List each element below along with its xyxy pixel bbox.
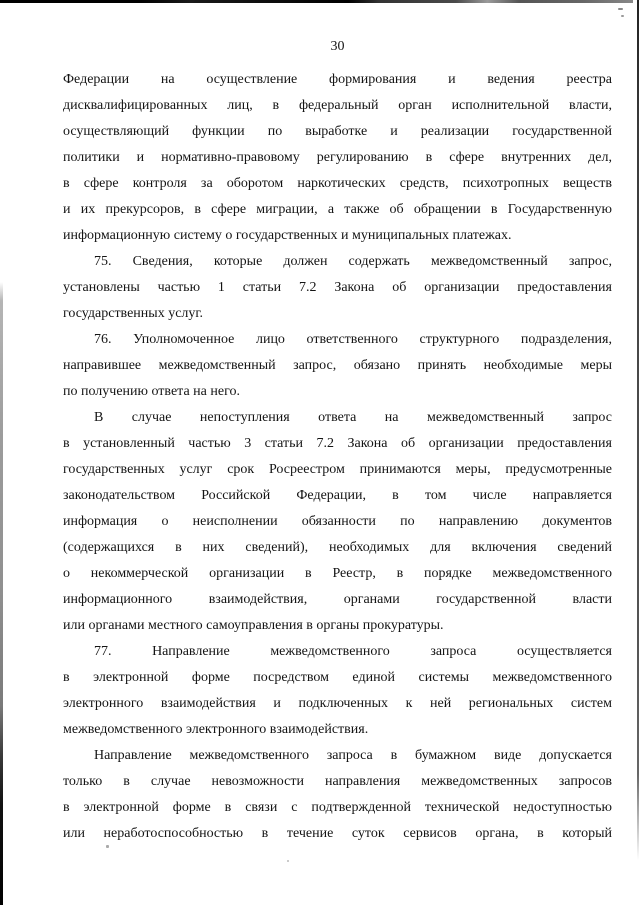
- document-text: [63, 67, 612, 847]
- text-line: В случае непоступления ответа на межведомственный запрос: [94, 410, 612, 425]
- text-line: 75. Сведения, которые должен содержать межведомственный запрос,: [94, 254, 612, 269]
- scan-speck: [621, 15, 624, 17]
- text-line: по получению ответа на него.: [63, 384, 240, 399]
- text-line: политики и нормативно-правовому регулированию в сфере внутренних дел,: [63, 150, 612, 165]
- text-line: информационную систему о государственных и муниципальных платежах.: [63, 228, 512, 243]
- paragraph-continuation: [63, 67, 612, 249]
- paragraph-item-77-paper: [63, 743, 612, 847]
- text-line: только в случае невозможности направления межведомственных запросов: [63, 774, 612, 789]
- text-line: направившее межведомственный запрос, обязано принять необходимые меры: [63, 358, 612, 373]
- text-line: в электронной форме посредством единой системы межведомственного: [63, 670, 612, 685]
- text-line: или органами местного самоуправления в органы прокуратуры.: [63, 618, 444, 633]
- text-line: в сфере контроля за оборотом наркотических средств, психотропных веществ: [63, 176, 612, 191]
- paragraph-item-76-case: [63, 405, 612, 639]
- text-line: в установленный частью 3 статьи 7.2 Закона об организации предоставления: [63, 436, 612, 451]
- text-line: законодательством Российской Федерации, в том числе направляется: [63, 488, 612, 503]
- text-line: о некоммерческой организации в Реестр, в порядке межведомственного: [63, 566, 612, 581]
- text-line: дисквалифицированных лиц, в федеральный орган исполнительной власти,: [63, 98, 612, 113]
- text-line: государственных услуг срок Росреестром принимаются меры, предусмотренные: [63, 462, 612, 477]
- paragraph-item-75: [63, 249, 612, 327]
- scan-artifact-top-edge: [0, 0, 633, 3]
- text-line: в электронной форме в связи с подтвержденной технической недоступностью: [63, 800, 612, 815]
- scan-speck: [618, 8, 623, 10]
- text-line: государственных услуг.: [63, 306, 204, 321]
- text-line: установлены частью 1 статьи 7.2 Закона об организации предоставления: [63, 280, 612, 295]
- text-line: осуществляющий функции по выработке и реализации государственной: [63, 124, 612, 139]
- text-line: (содержащихся в них сведений), необходимых для включения сведений: [63, 540, 612, 555]
- text-line: Федерации на осуществление формирования и ведения реестра: [63, 72, 612, 87]
- scan-artifact-right-edge: [637, 0, 639, 860]
- text-line: информационного взаимодействия, органами государственной власти: [63, 592, 612, 607]
- scan-speck: [287, 860, 289, 862]
- scan-artifact-left-edge: [0, 282, 3, 905]
- page-number: 30: [330, 39, 345, 54]
- text-line: и их прекурсоров, в сфере миграции, а также об обращении в Государственную: [63, 202, 612, 217]
- text-line: электронного взаимодействия и подключенных к ней региональных систем: [63, 696, 612, 711]
- text-line: Направление межведомственного запроса в бумажном виде допускается: [94, 748, 612, 763]
- paragraph-item-76: [63, 327, 612, 405]
- text-line: или неработоспособностью в течение суток сервисов органа, в который: [63, 826, 612, 841]
- text-line: 76. Уполномоченное лицо ответственного структурного подразделения,: [94, 332, 612, 347]
- text-line: межведомственного электронного взаимодействия.: [63, 722, 369, 737]
- text-line: 77. Направление межведомственного запроса осуществляется: [94, 644, 612, 659]
- text-line: информация о неисполнении обязанности по направлению документов: [63, 514, 612, 529]
- paragraph-item-77: [63, 639, 612, 743]
